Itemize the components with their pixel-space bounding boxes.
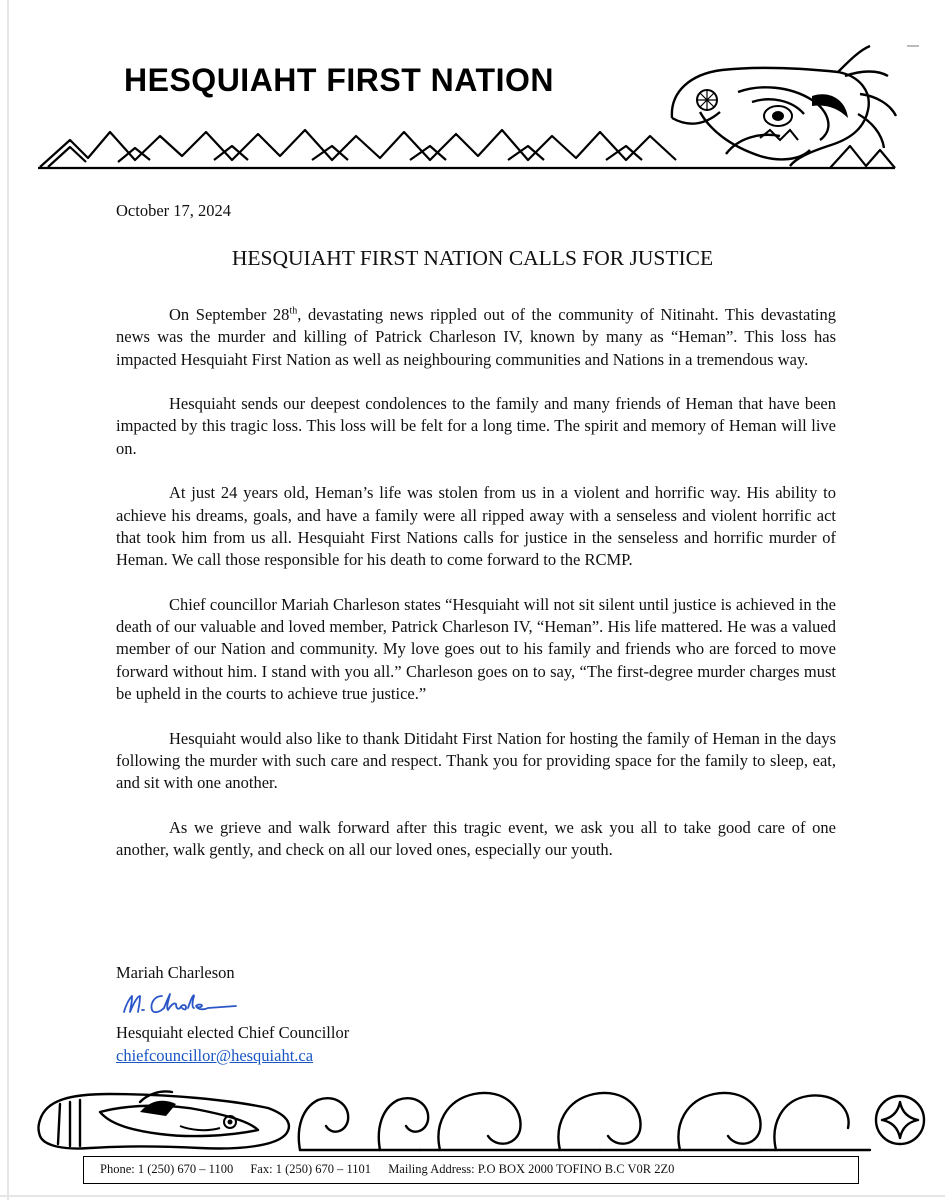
paragraph-4: Chief councillor Mariah Charleson states “Hesquiaht will not sit silent until justice is achieved in the death of our valuable and loved member, Patrick Charleson IV, “Heman”. His life mattered. He was a valued member of our Nation and community. My love goes out to his family and friends who are forced to move forward without him. I stand with you all.” Charleson goes on to say, “The first-degree murder charges must be upheld in the courts to achieve true justice.” [116,594,836,704]
paragraph-1: On September 28th, devastating news rippled out of the community of Nitinaht. This devastating news was the murder and killing of Patrick Charleson IV, known by many as “Heman”. This loss has impacted Hesquiaht First Nation as well as neighbouring communities and Nations in a tremendous way. [116,305,836,369]
footer-address: Mailing Address: P.O BOX 2000 TOFINO B.C V0R 2Z0 [388,1162,675,1176]
footer-fax: Fax: 1 (250) 670 – 1101 [250,1162,372,1176]
letter-headline: HESQUIAHT FIRST NATION CALLS FOR JUSTICE [231,246,714,270]
organization-title: HESQUIAHT FIRST NATION [124,62,554,98]
footer-phone: Phone: 1 (250) 670 – 1100 [100,1162,234,1176]
signatory-name: Mariah Charleson [116,963,235,982]
paragraph-2: Hesquiaht sends our deepest condolences to the family and many friends of Heman that have been impacted by this tragic loss. This loss will be felt for a long time. The spirit and memory of Heman will live on. [116,394,836,458]
letter-date: October 17, 2024 [116,201,232,220]
paragraph-6: As we grieve and walk forward after this tragic event, we ask you all to take good care of one another, walk gently, and check on all our loved ones, especially our youth. [116,817,836,860]
paragraph-3: At just 24 years old, Heman’s life was stolen from us in a violent and horrific way. His ability to achieve his dreams, goals, and have a family were all ripped away with a senseless and violent horrific act that took him from us all. Hesquiaht First Nations calls for justice in the senseless and horrific murder of Heman. We call those responsible for his death to come forward to the RCMP. [116,483,836,570]
signatory-title: Hesquiaht elected Chief Councillor [116,1023,350,1043]
contact-footer [83,1156,859,1184]
paragraph-5: Hesquiaht would also like to thank Ditidaht First Nation for hosting the family of Heman in the days following the murder with such care and respect. Thank you for providing space for the family to sleep, eat, and sit with one another. [116,728,836,793]
email-link[interactable]: chiefcouncillor@hesquiaht.ca [116,1045,314,1065]
